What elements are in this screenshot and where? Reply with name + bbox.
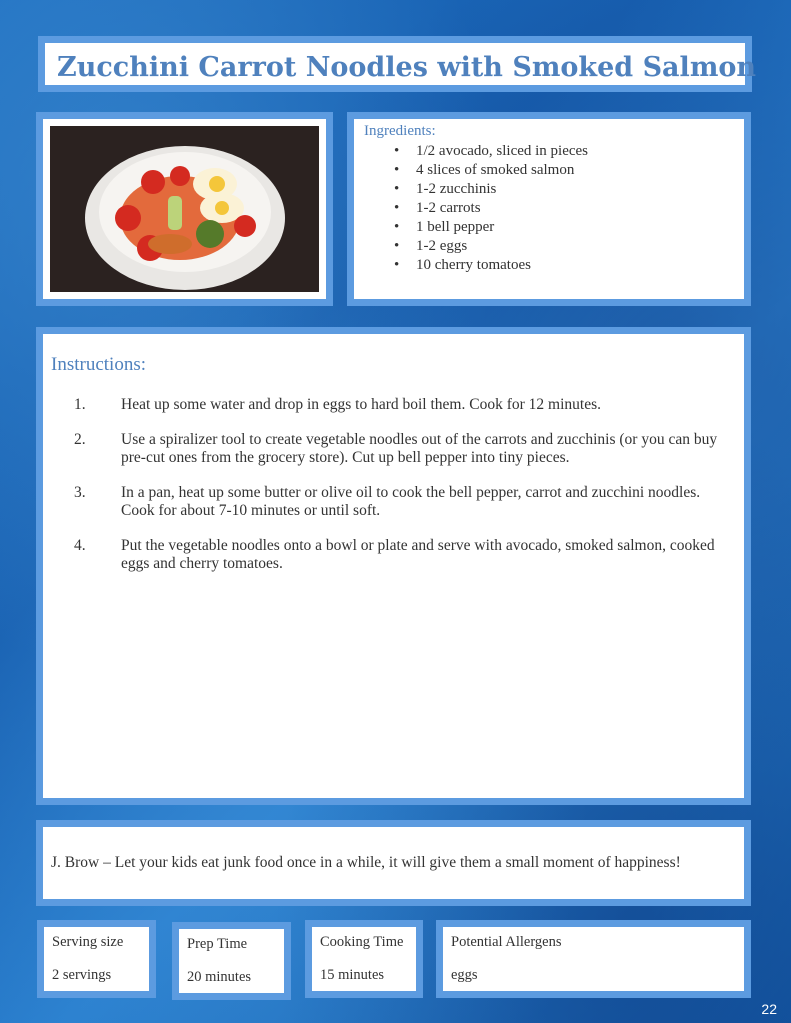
- prep-time-value: 20 minutes: [187, 969, 252, 985]
- cooking-time-value: 15 minutes: [320, 967, 385, 983]
- step-3: [51, 484, 736, 520]
- step-text: In a pan, heat up some butter or olive oil to cook the bell pepper, carrot and zucchini noodles. Cook for about 7-10 minutes or until soft.: [121, 484, 701, 519]
- instructions-heading: Instructions:: [51, 354, 146, 375]
- serving-size-value: 2 servings: [52, 967, 112, 983]
- step-text: Use a spiralizer tool to create vegetable noodles out of the carrots and zucchinis (or you can buy pre-cut ones from the grocery store). Cut up bell pepper into tiny pieces.: [121, 431, 718, 466]
- recipe-title: Zucchini Carrot Noodles with Smoked Salmon: [57, 52, 757, 83]
- list-item: • 10 cherry tomatoes: [394, 256, 734, 275]
- step-text: Put the vegetable noodles onto a bowl or plate and serve with avocado, smoked salmon, cooked eggs and cherry tomatoes.: [121, 537, 715, 572]
- list-item: • 1-2 zucchinis: [394, 180, 734, 199]
- list-item: • 1-2 eggs: [394, 237, 734, 256]
- list-item: • 1/2 avocado, sliced in pieces: [394, 142, 734, 161]
- ingredients-box: [347, 112, 751, 306]
- serving-size-label: Serving size: [52, 934, 124, 950]
- title-box: [38, 36, 757, 92]
- cooking-time-box: [305, 920, 423, 998]
- page-number: 22: [761, 1001, 777, 1017]
- dish-photo: [50, 126, 319, 292]
- step-number: 1.: [74, 396, 86, 413]
- cooking-time-label: Cooking Time: [320, 934, 404, 950]
- salad-bowl-image: [50, 126, 319, 292]
- step-number: 2.: [74, 431, 86, 448]
- photo-frame: [36, 112, 333, 306]
- list-item: • 4 slices of smoked salmon: [394, 161, 734, 180]
- step-1: [51, 396, 736, 414]
- serving-size-box: [37, 920, 156, 998]
- step-text: Heat up some water and drop in eggs to hard boil them. Cook for 12 minutes.: [121, 396, 601, 413]
- quote-box: [36, 820, 751, 906]
- list-item: • 1-2 carrots: [394, 199, 734, 218]
- ingredients-list: [364, 142, 734, 275]
- ingredients-heading: Ingredients:: [364, 123, 436, 139]
- quote-text: J. Brow – Let your kids eat junk food once in a while, it will give them a small moment of happiness!: [51, 854, 681, 871]
- prep-time-label: Prep Time: [187, 936, 248, 952]
- step-number: 3.: [74, 484, 86, 501]
- prep-time-box: [172, 922, 291, 1000]
- step-2: [51, 431, 736, 467]
- step-4: [51, 537, 736, 573]
- allergens-box: [436, 920, 751, 998]
- allergens-value: eggs: [451, 967, 478, 983]
- instructions-box: [36, 327, 751, 805]
- allergens-label: Potential Allergens: [451, 934, 562, 950]
- step-number: 4.: [74, 537, 86, 554]
- list-item: • 1 bell pepper: [394, 218, 734, 237]
